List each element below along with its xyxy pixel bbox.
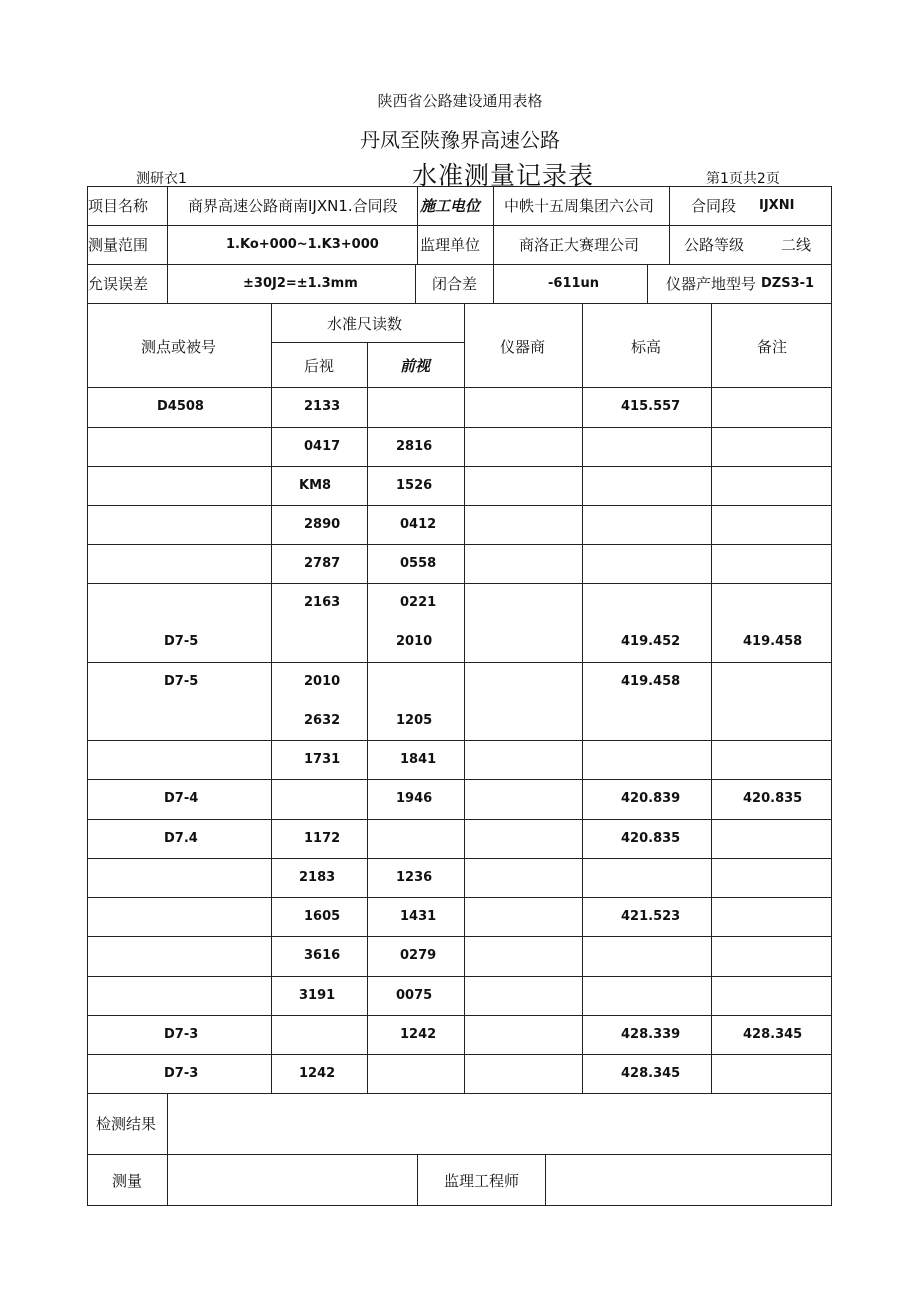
cell-point: D7-5 <box>164 634 199 649</box>
col-header-backsight: 后视 <box>304 357 335 375</box>
form-title: 水准测量记录表 <box>412 161 595 187</box>
cell-point: D7-4 <box>164 791 199 806</box>
project-title: 丹凤至陕豫界高速公路 <box>360 128 560 152</box>
contract-value: IJXNI <box>759 198 795 213</box>
closure-value: -611un <box>548 276 600 291</box>
cell-elevation: 420.839 <box>621 791 681 806</box>
cell-foresight: 1431 <box>400 909 437 924</box>
cell-foresight: 0558 <box>400 556 437 571</box>
grid-line <box>87 544 832 545</box>
result-value[interactable] <box>180 1114 820 1134</box>
grid-line <box>87 1154 832 1155</box>
grid-line <box>87 858 832 859</box>
grid-line <box>711 303 712 1093</box>
tolerance-label: 允误误差 <box>88 275 149 293</box>
grid-line <box>493 186 494 303</box>
result-label: 检测结果 <box>96 1115 157 1133</box>
col-header-elevation: 标高 <box>631 338 662 356</box>
instrument-label: 仪器产地型号 <box>666 275 757 293</box>
cell-backsight: 1731 <box>304 752 341 767</box>
form-subtitle: 陕西省公路建设通用表格 <box>377 92 543 110</box>
page-info: 第1页共2页 <box>706 171 780 186</box>
grid-line <box>87 387 832 388</box>
grid-line <box>87 779 832 780</box>
cell-point: D7.4 <box>164 831 198 846</box>
project-name-label: 项目名称 <box>88 197 149 215</box>
cell-foresight: 0412 <box>400 517 437 532</box>
col-header-foresight: 前视 <box>400 357 431 375</box>
survey-label: 测量 <box>112 1172 143 1190</box>
cell-remark: 420.835 <box>743 791 803 806</box>
grid-line <box>87 303 832 304</box>
cell-backsight: 1605 <box>304 909 341 924</box>
cell-backsight: 3191 <box>299 988 336 1003</box>
grid-line <box>87 936 832 937</box>
grid-line <box>87 1054 832 1055</box>
project-name-value: 商界高速公路商南IJXN1.合同段 <box>188 197 398 215</box>
grid-line <box>87 740 832 741</box>
grid-line <box>87 1093 832 1094</box>
cell-point: D7-3 <box>164 1066 199 1081</box>
cell-elevation: 428.345 <box>621 1066 681 1081</box>
construction-unit-label: 施工电位 <box>420 197 481 215</box>
grid-line <box>87 264 832 265</box>
cell-backsight: 1242 <box>299 1066 336 1081</box>
engineer-value[interactable] <box>558 1171 820 1191</box>
closure-label: 闭合差 <box>432 275 478 293</box>
grid-line <box>367 342 368 1093</box>
tolerance-value: ±30J2=±1.3mm <box>243 276 358 291</box>
cell-backsight: 0417 <box>304 439 341 454</box>
cell-foresight: 0221 <box>400 595 437 610</box>
grid-line <box>87 466 832 467</box>
cell-foresight: 1205 <box>396 713 433 728</box>
range-label: 测量范围 <box>88 236 149 254</box>
col-header-remark: 备注 <box>757 338 788 356</box>
cell-foresight: 0279 <box>400 948 437 963</box>
instrument-value: DZS3-1 <box>761 276 815 291</box>
range-value: 1.Ko+000~1.K3+000 <box>226 237 379 252</box>
cell-elevation: 420.835 <box>621 831 681 846</box>
grid-line <box>87 897 832 898</box>
cell-backsight: 2183 <box>299 870 336 885</box>
cell-foresight: 1841 <box>400 752 437 767</box>
grid-line <box>87 662 832 663</box>
grid-line <box>87 505 832 506</box>
cell-foresight: 1526 <box>396 478 433 493</box>
cell-backsight: KM8 <box>299 478 332 493</box>
grid-line <box>669 186 670 264</box>
col-header-instrument-height: 仪器商 <box>500 338 546 356</box>
grid-line <box>87 976 832 977</box>
cell-foresight: 2816 <box>396 439 433 454</box>
cell-foresight: 1946 <box>396 791 433 806</box>
cell-elevation: 415.557 <box>621 399 681 414</box>
cell-backsight: 1172 <box>304 831 341 846</box>
cell-foresight: 1236 <box>396 870 433 885</box>
grade-label: 公路等级 <box>684 236 745 254</box>
cell-backsight: 2010 <box>304 674 341 689</box>
cell-backsight: 3616 <box>304 948 341 963</box>
supervision-unit-label: 监理单位 <box>420 236 481 254</box>
grid-line <box>87 1015 832 1016</box>
grid-line <box>87 819 832 820</box>
cell-backsight: 2163 <box>304 595 341 610</box>
cell-backsight: 2787 <box>304 556 341 571</box>
cell-foresight: 1242 <box>400 1027 437 1042</box>
cell-elevation: 421.523 <box>621 909 681 924</box>
grid-line <box>87 225 832 226</box>
grid-line <box>545 1154 546 1206</box>
grid-line <box>647 264 648 303</box>
cell-point: D4508 <box>157 399 204 414</box>
cell-elevation: 428.339 <box>621 1027 681 1042</box>
cell-elevation: 419.452 <box>621 634 681 649</box>
grid-line <box>167 1093 168 1206</box>
cell-point: D7-3 <box>164 1027 199 1042</box>
grid-line <box>87 583 832 584</box>
form-number: 测研衣1 <box>136 171 187 186</box>
grid-line <box>87 427 832 428</box>
cell-elevation: 419.458 <box>621 674 681 689</box>
cell-backsight: 2890 <box>304 517 341 532</box>
grid-line <box>415 264 416 303</box>
col-header-point: 测点或被号 <box>141 338 217 356</box>
engineer-label: 监理工程师 <box>444 1172 520 1190</box>
survey-value[interactable] <box>180 1171 405 1191</box>
cell-foresight: 0075 <box>396 988 433 1003</box>
cell-remark: 428.345 <box>743 1027 803 1042</box>
cell-backsight: 2133 <box>304 399 341 414</box>
col-header-staff-reading: 水准尺读数 <box>327 315 403 333</box>
construction-unit-value: 中帙十五周集团六公司 <box>504 197 655 215</box>
cell-backsight: 2632 <box>304 713 341 728</box>
grade-value: 二线 <box>781 236 812 254</box>
grid-line <box>167 186 168 303</box>
grid-line <box>271 303 272 1093</box>
grid-line <box>582 303 583 1093</box>
contract-label: 合同段 <box>691 197 737 215</box>
grid-line <box>417 186 418 264</box>
cell-foresight: 2010 <box>396 634 433 649</box>
cell-remark: 419.458 <box>743 634 803 649</box>
grid-line <box>464 303 465 1093</box>
supervision-unit-value: 商洛正大赛理公司 <box>519 236 640 254</box>
grid-line <box>417 1154 418 1206</box>
cell-point: D7-5 <box>164 674 199 689</box>
